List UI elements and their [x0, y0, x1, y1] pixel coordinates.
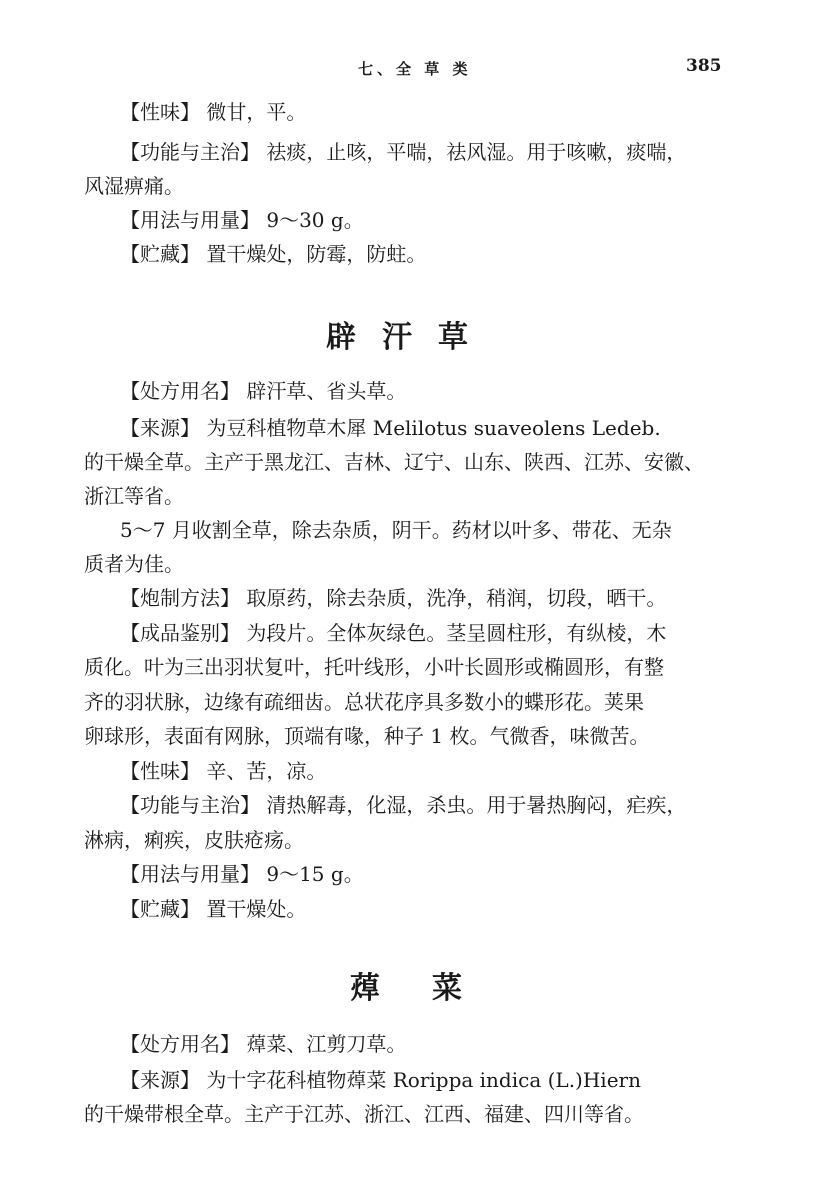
source-text: 【来源】 为十字花科植物蔊菜 Rorippa indica (L.)Hiern: [120, 1068, 641, 1092]
identification-text-cont: 卵球形，表面有网脉，顶端有喙，种子 1 枚。气微香，味微苦。: [84, 724, 650, 748]
function-indication-text-cont: 淋病，痢疾，皮肤疮疡。: [84, 828, 304, 852]
harvest-text-cont: 质者为佳。: [84, 552, 184, 576]
source-text-cont: 的干燥全草。主产于黑龙江、吉林、辽宁、山东、陕西、江苏、安徽、: [84, 450, 704, 474]
entry-title: 蔊菜: [350, 971, 514, 1006]
storage-text: 【贮藏】 置干燥处，防霉，防蛀。: [120, 242, 427, 266]
identification-text: 【成品鉴别】 为段片。全体灰绿色。茎呈圆柱形，有纵棱，木: [120, 621, 667, 645]
prescription-name-text: 【处方用名】 辟汗草、省头草。: [120, 379, 407, 403]
function-indication-text: 【功能与主治】 祛痰，止咳，平喘，祛风湿。用于咳嗽，痰喘，: [120, 140, 687, 164]
running-header: 七、全 草 类: [358, 60, 472, 78]
identification-text-cont: 齐的羽状脉，边缘有疏细齿。总状花序具多数小的蝶形花。荚果: [84, 690, 644, 714]
property-taste-text: 【性味】 微甘，平。: [120, 100, 307, 124]
property-taste-text: 【性味】 辛、苦，凉。: [120, 759, 327, 783]
function-indication-text-cont: 风湿痹痛。: [84, 174, 184, 198]
harvest-text: 5～7 月收割全草，除去杂质，阴干。药材以叶多、带花、无杂: [120, 518, 672, 542]
function-indication-text: 【功能与主治】 清热解毒，化湿，杀虫。用于暑热胸闷，疟疾，: [120, 793, 687, 817]
page-number: 385: [686, 56, 722, 76]
source-text-cont: 的干燥带根全草。主产于江苏、浙江、江西、福建、四川等省。: [84, 1102, 644, 1126]
source-text: 【来源】 为豆科植物草木犀 Melilotus suaveolens Ledeb.: [120, 416, 661, 440]
dosage-text: 【用法与用量】 9～30 g。: [120, 208, 364, 232]
storage-text: 【贮藏】 置干燥处。: [120, 897, 307, 921]
processing-text: 【炮制方法】 取原药，除去杂质，洗净，稍润，切段，晒干。: [120, 586, 667, 610]
prescription-name-text: 【处方用名】 蔊菜、江剪刀草。: [120, 1032, 407, 1056]
dosage-text: 【用法与用量】 9～15 g。: [120, 862, 364, 886]
identification-text-cont: 质化。叶为三出羽状复叶，托叶线形，小叶长圆形或椭圆形，有整: [84, 655, 664, 679]
source-text-cont: 浙江等省。: [84, 484, 184, 508]
entry-title: 辟汗草: [326, 320, 494, 355]
